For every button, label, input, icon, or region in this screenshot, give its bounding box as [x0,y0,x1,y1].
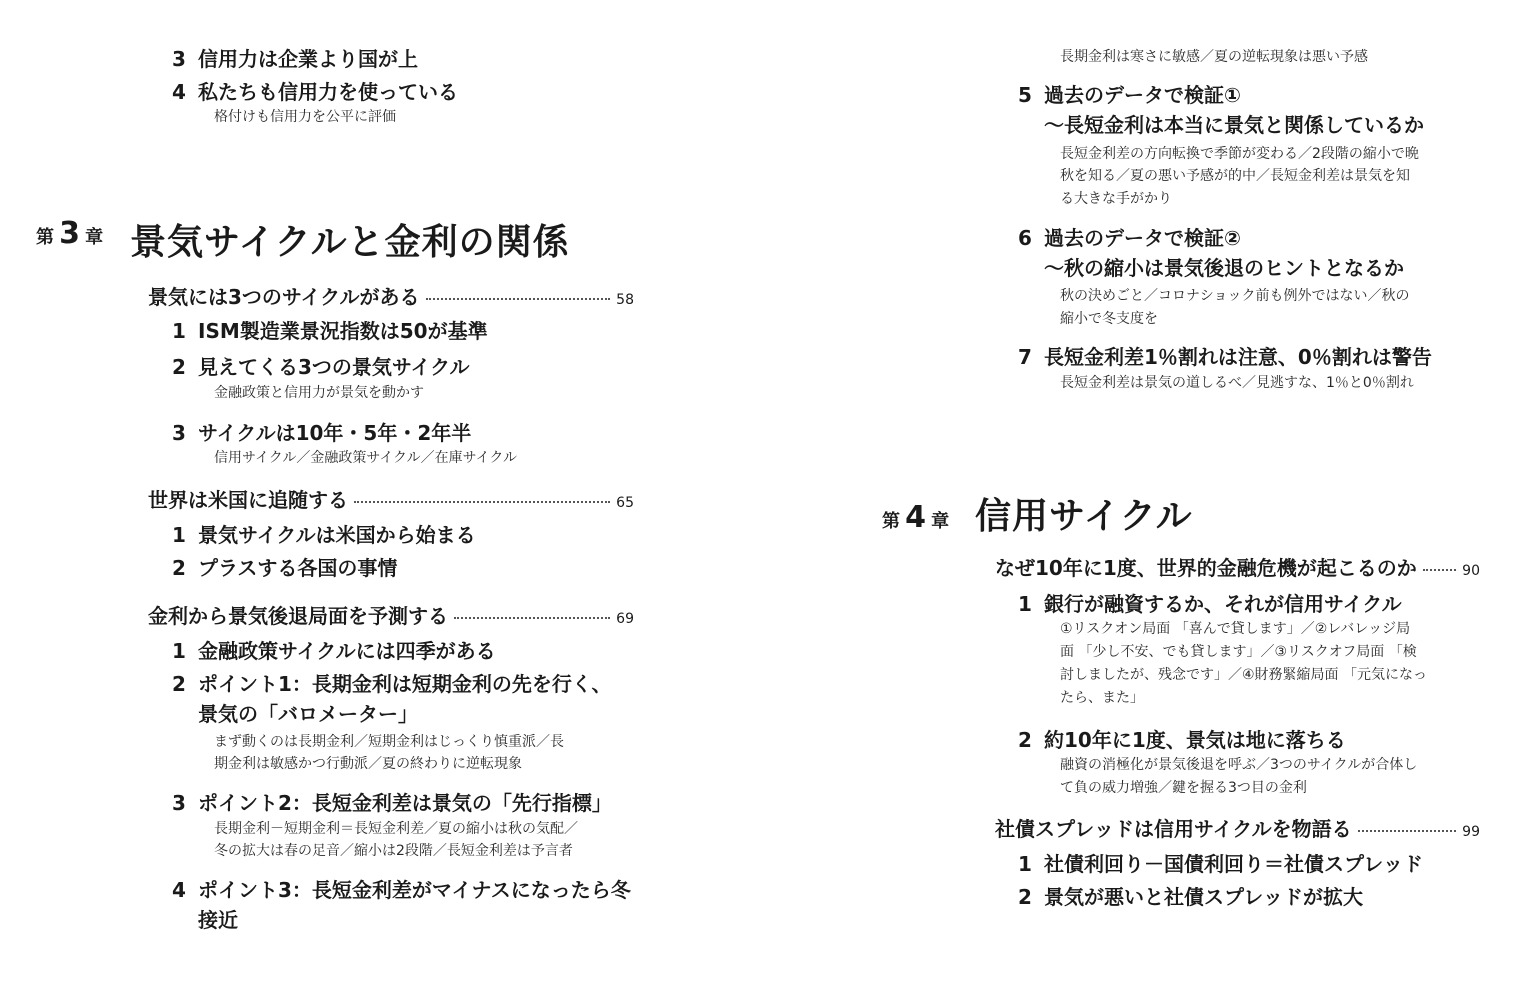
item-text-line2: 接近 [198,908,238,932]
item-subtitle: 秋を知る／夏の悪い予感が的中／長短金利差は景気を知 [1060,168,1410,184]
item-subtitle: 冬の拡大は春の足音／縮小は2段階／長短金利差は予言者 [214,843,573,859]
item-text-line2: ～秋の縮小は景気後退のヒントとなるか [1044,256,1404,280]
item-subtitle: まず動くのは長期金利／短期金利はじっくり慎重派／長 [214,734,564,750]
item-subtitle: ①リスクオン局面 「喜んで貸します」／②レバレッジ局 [1060,621,1411,637]
item-subtitle: 面 「少し不安、でも貸します」／③リスクオフ局面 「検 [1060,644,1417,660]
chapter-number: 4 [905,500,926,535]
section-heading [995,552,1480,581]
dot-leader [1358,830,1457,832]
toc-item: 5 過去のデータで検証① ～長短金利は本当に景気と関係しているか [1018,80,1424,140]
section-heading [148,484,634,513]
section-heading [148,281,634,310]
item-text: サイクルは10年・5年・2年半 [198,421,472,445]
page-number: 99 [1462,824,1480,840]
item-subtitle: 長期金利－短期金利＝長短金利差／夏の縮小は秋の気配／ [214,821,578,837]
section-title: 世界は米国に追随する [148,488,348,512]
chapter-number: 3 [59,216,80,251]
chapter-header [36,216,103,251]
toc-item: 4 ポイント3：長短金利差がマイナスになったら冬 接近 [172,875,631,935]
toc-item: 1 金融政策サイクルには四季がある [172,639,496,663]
item-text: ポイント1：長期金利は短期金利の先を行く、 [198,672,612,696]
section-title: 金利から景気後退局面を予測する [148,604,448,628]
section-heading [995,813,1480,842]
toc-item: 2 約10年に1度、景気は地に落ちる [1018,728,1346,752]
item-subtitle: 秋の決めごと／コロナショック前も例外ではない／秋の [1060,288,1410,304]
item-text: 長短金利差1％割れは注意、0％割れは警告 [1044,345,1432,369]
item-subtitle: 討しましたが、残念です」／④財務緊縮局面 「元気になっ [1060,667,1427,683]
page-number: 65 [616,495,634,511]
item-subtitle: 金融政策と信用力が景気を動かす [214,385,424,401]
item-text: 私たちも信用力を使っている [198,80,458,104]
item-subtitle: 長短金利差の方向転換で季節が変わる／2段階の縮小で晩 [1060,146,1419,162]
section-title: 社債スプレッドは信用サイクルを物語る [995,817,1352,841]
section-title: 景気には3つのサイクルがある [148,285,420,309]
item-text: 過去のデータで検証① [1044,83,1241,107]
toc-item: 2 景気が悪いと社債スプレッドが拡大 [1018,885,1363,909]
chapter-title: 景気サイクルと金利の関係 [130,222,570,263]
dot-leader [426,298,611,300]
item-subtitle: 長短金利差は景気の道しるべ／見逃すな、1％と0％割れ [1060,375,1414,391]
item-subtitle: て負の威力増強／鍵を握る3つ目の金利 [1060,780,1307,796]
chapter-title: 信用サイクル [975,496,1193,537]
page-number: 69 [616,611,634,627]
section-heading [148,600,634,629]
dot-leader [354,501,610,503]
toc-item: 4 私たちも信用力を使っている [172,80,458,104]
item-text: 約10年に1度、景気は地に落ちる [1044,728,1346,752]
toc-item: 1 ISM製造業景況指数は50が基準 [172,319,488,343]
item-text: 銀行が融資するか、それが信用サイクル [1044,592,1402,616]
item-text: 金融政策サイクルには四季がある [198,639,496,663]
chapter-suffix: 章 [85,227,104,248]
toc-item: 2 プラスする各国の事情 [172,556,398,580]
chapter-prefix: 第 [36,227,54,248]
chapter-prefix: 第 [882,511,900,532]
item-subtitle: 格付けも信用力を公平に評価 [214,109,396,125]
item-subtitle: る大きな手がかり [1060,191,1172,207]
item-text: 社債利回り－国債利回り＝社債スプレッド [1044,852,1423,876]
item-text-line2: 景気の「バロメーター」 [198,702,418,726]
item-text: ポイント3：長短金利差がマイナスになったら冬 [198,878,631,902]
toc-item: 3 ポイント2：長短金利差は景気の「先行指標」 [172,791,612,815]
item-text: ISM製造業景況指数は50が基準 [198,319,488,343]
toc-item: 7 長短金利差1％割れは注意、0％割れは警告 [1018,345,1432,369]
page-number: 90 [1462,563,1480,579]
chapter-suffix: 章 [931,511,950,532]
page-number: 58 [616,292,634,308]
item-text: 過去のデータで検証② [1044,226,1241,250]
item-subtitle: たら、また」 [1060,690,1144,706]
item-subtitle: 長期金利は寒さに敏感／夏の逆転現象は悪い予感 [1060,49,1368,65]
toc-item: 2 見えてくる3つの景気サイクル [172,355,470,379]
item-text: 景気サイクルは米国から始まる [198,523,476,547]
toc-item: 1 景気サイクルは米国から始まる [172,523,476,547]
section-title: なぜ10年に1度、世界的金融危機が起こるのか [995,556,1417,580]
item-text: ポイント2：長短金利差は景気の「先行指標」 [198,791,612,815]
dot-leader [454,617,610,619]
toc-item: 3 サイクルは10年・5年・2年半 [172,421,472,445]
item-text-line2: ～長短金利は本当に景気と関係しているか [1044,113,1424,137]
item-subtitle: 縮小で冬支度を [1060,311,1158,327]
item-text: プラスする各国の事情 [198,556,398,580]
item-subtitle: 融資の消極化が景気後退を呼ぶ／3つのサイクルが合体し [1060,757,1418,773]
chapter-header [882,500,949,535]
item-text: 信用力は企業より国が上 [198,47,418,71]
item-subtitle: 期金利は敏感かつ行動派／夏の終わりに逆転現象 [214,756,522,772]
dot-leader [1423,569,1456,571]
toc-item: 1 銀行が融資するか、それが信用サイクル [1018,592,1402,616]
item-text: 見えてくる3つの景気サイクル [198,355,470,379]
toc-item: 1 社債利回り－国債利回り＝社債スプレッド [1018,852,1423,876]
toc-item: 3 信用力は企業より国が上 [172,47,418,71]
item-subtitle: 信用サイクル／金融政策サイクル／在庫サイクル [214,450,517,466]
toc-item: 6 過去のデータで検証② ～秋の縮小は景気後退のヒントとなるか [1018,223,1404,283]
item-text: 景気が悪いと社債スプレッドが拡大 [1044,885,1363,909]
toc-item: 2 ポイント1：長期金利は短期金利の先を行く、 景気の「バロメーター」 [172,669,612,729]
